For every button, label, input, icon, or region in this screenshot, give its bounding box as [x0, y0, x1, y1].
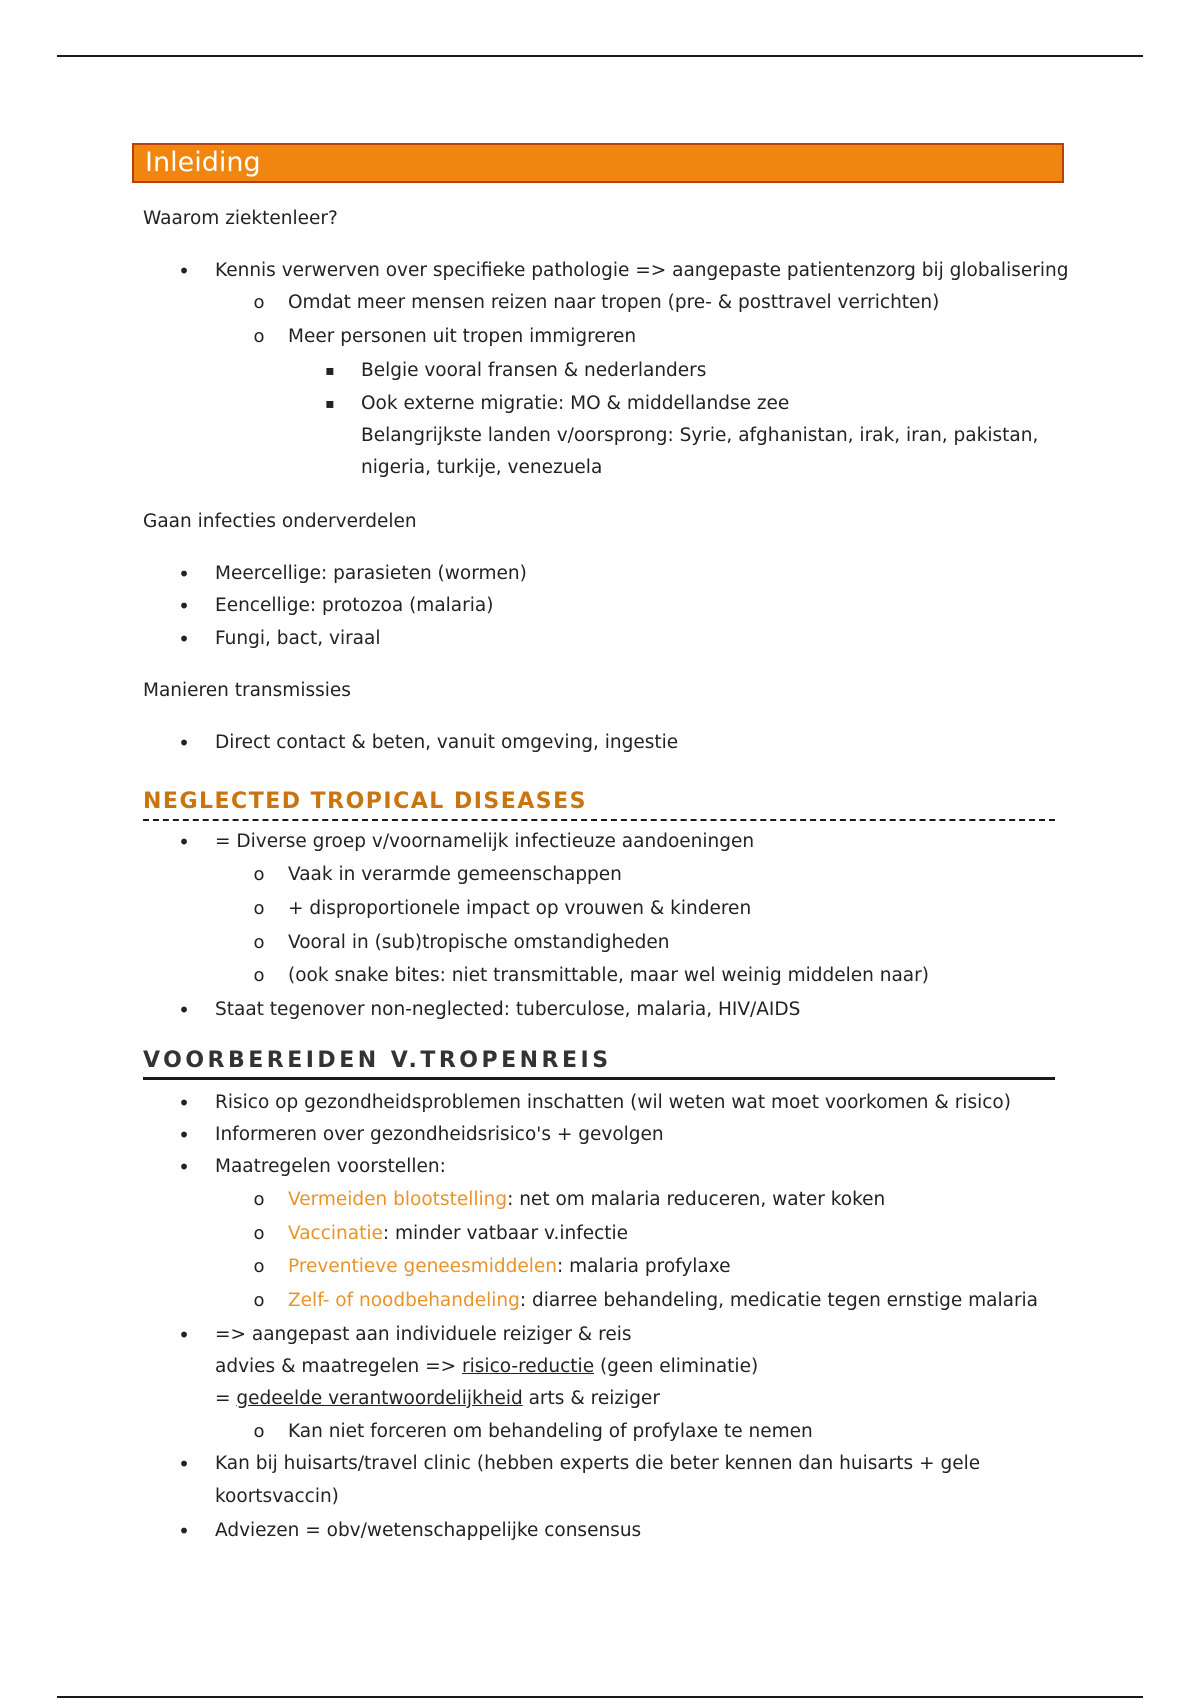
bullet-marker: • [178, 1123, 190, 1147]
bullet-marker: • [178, 259, 190, 283]
header-rule [57, 55, 1143, 57]
sub-sub-list-item: Ook externe migratie: MO & middellandse zee [361, 393, 790, 414]
heading-neglected-tropical-diseases: NEGLECTED TROPICAL DISEASES [143, 789, 588, 814]
bullet-marker: • [178, 1323, 190, 1347]
list-item: Direct contact & beten, vanuit omgeving, ingestie [215, 732, 679, 753]
underlined-term: gedeelde verantwoordelijkheid [236, 1388, 523, 1409]
sub-list-item: Vaak in verarmde gemeenschappen [288, 864, 622, 885]
highlight-term: Vaccinatie [288, 1223, 383, 1244]
circle-marker: o [253, 932, 265, 953]
list-item: = Diverse groep v/voornamelijk infectieuze aandoeningen [215, 831, 755, 852]
term-description: : malaria profylaxe [556, 1256, 731, 1277]
bullet-marker: • [178, 594, 190, 618]
circle-marker: o [253, 898, 265, 919]
list-item-continued [215, 1386, 660, 1412]
circle-marker: o [253, 292, 265, 313]
text-run: (geen eliminatie) [594, 1356, 759, 1377]
square-marker: ▪ [325, 396, 335, 412]
bullet-marker: • [178, 830, 190, 854]
heading-inleiding: Inleiding [132, 143, 1064, 183]
underlined-term: risico-reductie [462, 1356, 595, 1377]
term-description: : net om malaria reduceren, water koken [507, 1189, 886, 1210]
heading-voorbereiden-tropenreis: VOORBEREIDEN V.TROPENREIS [143, 1048, 612, 1073]
circle-marker: o [253, 1189, 265, 1210]
text-run: arts & reiziger [522, 1388, 660, 1409]
sub-sub-list-item-continued: Belangrijkste landen v/oorsprong: Syrie, afghanistan, irak, iran, pakistan, [361, 425, 1039, 446]
list-item: Kennis verwerven over specifieke pathologie => aangepaste patientenzorg bij globalisering [215, 260, 1069, 281]
highlight-term: Zelf- of noodbehandeling [288, 1290, 520, 1311]
bullet-marker: • [178, 1519, 190, 1543]
list-item: Maatregelen voorstellen: [215, 1156, 446, 1177]
list-item: Meercellige: parasieten (wormen) [215, 563, 527, 584]
highlight-term: Vermeiden blootstelling [288, 1189, 508, 1210]
sub-list-item [288, 1221, 628, 1247]
heading-solid-rule [143, 1077, 1055, 1080]
paragraph-question: Gaan infecties onderverdelen [143, 511, 417, 532]
term-description: : diarree behandeling, medicatie tegen ernstige malaria [519, 1290, 1039, 1311]
sub-list-item [288, 1254, 731, 1280]
sub-list-item: + disproportionele impact op vrouwen & kinderen [288, 898, 752, 919]
list-item: Staat tegenover non-neglected: tuberculose, malaria, HIV/AIDS [215, 999, 801, 1020]
bullet-marker: • [178, 1091, 190, 1115]
highlight-term: Preventieve geneesmiddelen [288, 1256, 557, 1277]
list-item: Adviezen = obv/wetenschappelijke consensus [215, 1520, 642, 1541]
sub-list-item: Meer personen uit tropen immigreren [288, 326, 637, 347]
bullet-marker: • [178, 731, 190, 755]
circle-marker: o [253, 864, 265, 885]
bullet-marker: • [178, 627, 190, 651]
circle-marker: o [253, 1223, 265, 1244]
list-item: Fungi, bact, viraal [215, 628, 381, 649]
sub-list-item: Omdat meer mensen reizen naar tropen (pre- & posttravel verrichten) [288, 292, 940, 313]
bullet-marker: • [178, 998, 190, 1022]
sub-list-item: (ook snake bites: niet transmittable, maar wel weinig middelen naar) [288, 965, 929, 986]
circle-marker: o [253, 326, 265, 347]
sub-sub-list-item-continued: nigeria, turkije, venezuela [361, 457, 603, 478]
bullet-marker: • [178, 562, 190, 586]
circle-marker: o [253, 1421, 265, 1442]
square-marker: ▪ [325, 363, 335, 379]
footer-rule [57, 1696, 1143, 1698]
term-description: : minder vatbaar v.infectie [382, 1223, 629, 1244]
circle-marker: o [253, 1256, 265, 1277]
list-item-continued: koortsvaccin) [215, 1486, 339, 1507]
text-run: = [215, 1388, 237, 1409]
heading-dashed-rule [143, 819, 1055, 821]
list-item: Eencellige: protozoa (malaria) [215, 595, 494, 616]
sub-list-item [288, 1288, 1038, 1314]
sub-list-item [288, 1187, 885, 1213]
text-run: advies & maatregelen => [215, 1356, 463, 1377]
list-item: => aangepast aan individuele reiziger & reis [215, 1324, 632, 1345]
circle-marker: o [253, 965, 265, 986]
sub-sub-list-item: Belgie vooral fransen & nederlanders [361, 360, 707, 381]
list-item: Risico op gezondheidsproblemen inschatten (wil weten wat moet voorkomen & risico) [215, 1092, 1011, 1113]
paragraph-question: Manieren transmissies [143, 680, 351, 701]
bullet-marker: • [178, 1452, 190, 1476]
sub-list-item: Vooral in (sub)tropische omstandigheden [288, 932, 670, 953]
paragraph-question: Waarom ziektenleer? [143, 208, 338, 229]
circle-marker: o [253, 1290, 265, 1311]
sub-list-item: Kan niet forceren om behandeling of profylaxe te nemen [288, 1421, 813, 1442]
list-item: Kan bij huisarts/travel clinic (hebben experts die beter kennen dan huisarts + gele [215, 1453, 981, 1474]
list-item-continued [215, 1354, 758, 1380]
bullet-marker: • [178, 1155, 190, 1179]
list-item: Informeren over gezondheidsrisico's + gevolgen [215, 1124, 664, 1145]
